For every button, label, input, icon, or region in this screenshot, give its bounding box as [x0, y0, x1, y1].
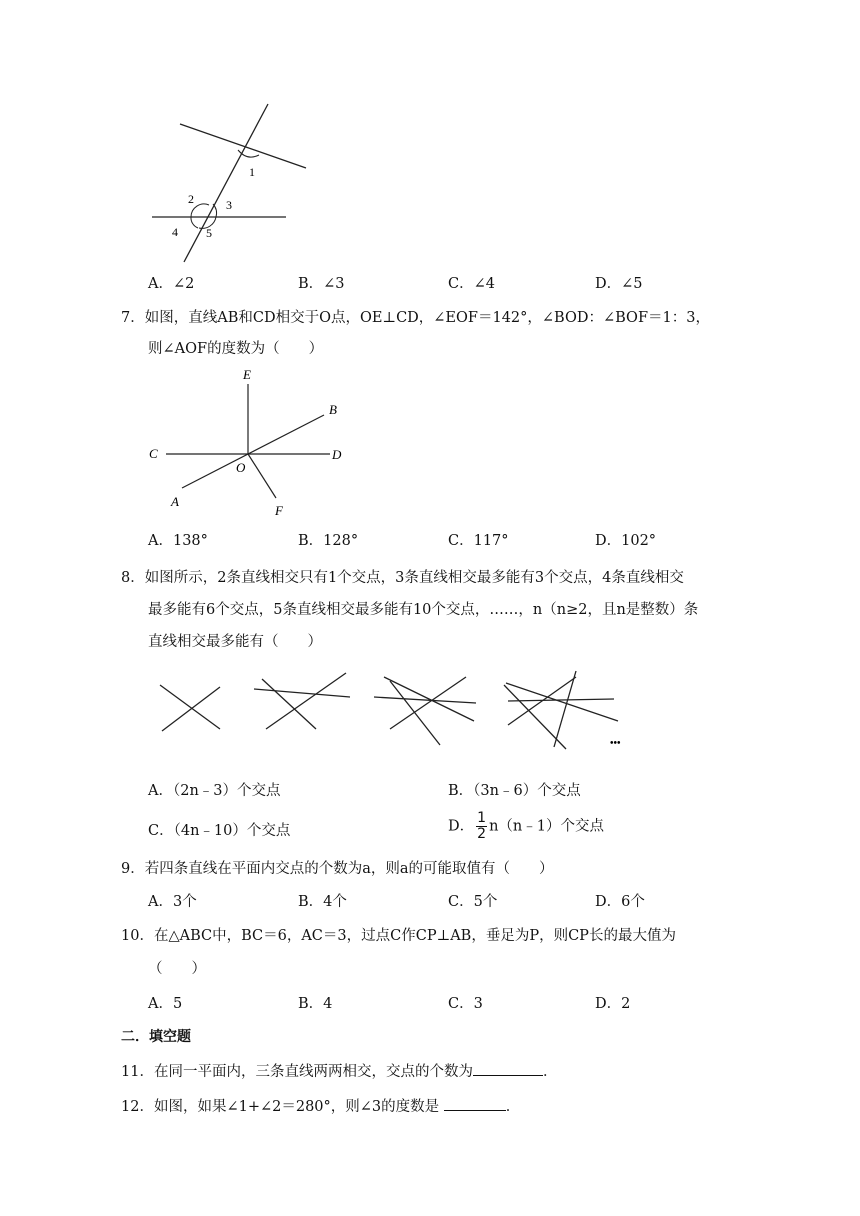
- q7-question-line1: 7．如图，直线AB和CD相交于O点，OE⊥CD，∠EOF＝142°，∠BOD：∠BOF＝1：3，: [121, 310, 710, 326]
- q12-text: 12．如图，如果∠1+∠2＝280°，则∠3的度数是: [121, 1099, 444, 1115]
- q7-option-d[interactable]: D．102°: [595, 533, 657, 549]
- ray-OF: [248, 454, 276, 498]
- q8-option-a[interactable]: A．（2n﹣3）个交点: [148, 783, 281, 799]
- q7-figure-svg: [144, 362, 344, 522]
- q11-text: 11．在同一平面内，三条直线两两相交，交点的个数为: [121, 1064, 473, 1080]
- q11-question: [121, 1060, 557, 1081]
- fraction-denominator: 2: [477, 826, 487, 842]
- q12-period: ．: [505, 1099, 521, 1115]
- q8-figure: [148, 663, 642, 759]
- q8-option-d-fraction: [476, 811, 487, 842]
- q10-question-line1: 10．在△ABC中，BC＝6，AC＝3，过点C作CP⊥AB，垂足为P，则CP长的最大值为: [121, 928, 676, 944]
- fig2-line1: [254, 689, 350, 697]
- q6-option-d[interactable]: D．∠5: [595, 276, 643, 292]
- line-AB: [182, 415, 324, 488]
- q10-question-line2: （ ）: [148, 961, 206, 977]
- label-E: E: [243, 367, 251, 382]
- q8-figure-svg: [148, 663, 642, 759]
- angle5-label: 5: [206, 226, 212, 240]
- label-C: C: [149, 446, 158, 461]
- fig2-line2: [262, 679, 316, 729]
- q12-question: [121, 1095, 520, 1116]
- fraction-numerator: 1: [477, 810, 487, 826]
- q8-question-line3: 直线相交最多能有（ ）: [148, 634, 322, 650]
- label-B: B: [329, 402, 337, 417]
- section-heading-fill-in: 二．填空题: [121, 1029, 191, 1045]
- q6-figure: [146, 100, 310, 266]
- fig3-line3: [390, 681, 440, 745]
- q6-option-b[interactable]: B．∠3: [298, 276, 345, 292]
- q8-option-d[interactable]: [448, 811, 604, 842]
- q7-option-c[interactable]: C．117°: [448, 533, 509, 549]
- fig4-line5: [554, 671, 576, 747]
- angle4-arc: [191, 217, 198, 228]
- transversal-line: [184, 104, 268, 262]
- ellipsis-dots: •••: [610, 738, 621, 749]
- q8-question-line2: 最多能有6个交点，5条直线相交最多能有10个交点，……，n（n≥2，且n是整数）条: [148, 602, 699, 618]
- q7-question-line2: 则∠AOF的度数为（ ）: [148, 341, 324, 357]
- q10-option-d[interactable]: D．2: [595, 996, 631, 1012]
- q8-option-b[interactable]: B．（3n﹣6）个交点: [448, 783, 581, 799]
- q9-option-b[interactable]: B．4个: [298, 894, 347, 910]
- angle1-label: 1: [249, 165, 255, 179]
- q12-answer-blank[interactable]: [444, 1096, 506, 1111]
- q6-option-a[interactable]: A．∠2: [148, 276, 195, 292]
- q11-period: ．: [542, 1064, 558, 1080]
- label-F: F: [275, 503, 283, 518]
- q7-option-b[interactable]: B．128°: [298, 533, 359, 549]
- q8-option-d-prefix: D．: [448, 818, 475, 835]
- q11-answer-blank[interactable]: [473, 1061, 543, 1076]
- q8-option-d-suffix: n（n﹣1）个交点: [489, 818, 604, 835]
- fig1-line1: [160, 685, 220, 729]
- q8-option-c[interactable]: C．（4n﹣10）个交点: [148, 823, 291, 839]
- q9-question: 9．若四条直线在平面内交点的个数为a，则a的可能取值有（ ）: [121, 861, 554, 877]
- upper-line: [180, 124, 306, 168]
- label-O: O: [236, 460, 246, 475]
- angle3-label: 3: [226, 198, 232, 212]
- fig4-line1: [508, 699, 614, 701]
- q8-question-line1: 8．如图所示，2条直线相交只有1个交点，3条直线相交最多能有3个交点，4条直线相交: [121, 570, 684, 586]
- q10-option-b[interactable]: B．4: [298, 996, 333, 1012]
- q10-option-c[interactable]: C．3: [448, 996, 483, 1012]
- q7-figure: [144, 362, 344, 522]
- fig3-line1: [374, 697, 476, 703]
- angle4-label: 4: [172, 225, 178, 239]
- q9-option-d[interactable]: D．6个: [595, 894, 645, 910]
- label-D: D: [332, 447, 342, 462]
- q6-option-c[interactable]: C．∠4: [448, 276, 495, 292]
- q9-option-c[interactable]: C．5个: [448, 894, 498, 910]
- q10-option-a[interactable]: A．5: [148, 996, 183, 1012]
- q6-figure-svg: [146, 100, 310, 266]
- q9-option-a[interactable]: A．3个: [148, 894, 197, 910]
- angle2-label: 2: [188, 192, 194, 206]
- label-A: A: [171, 494, 179, 509]
- q7-option-a[interactable]: A．138°: [148, 533, 208, 549]
